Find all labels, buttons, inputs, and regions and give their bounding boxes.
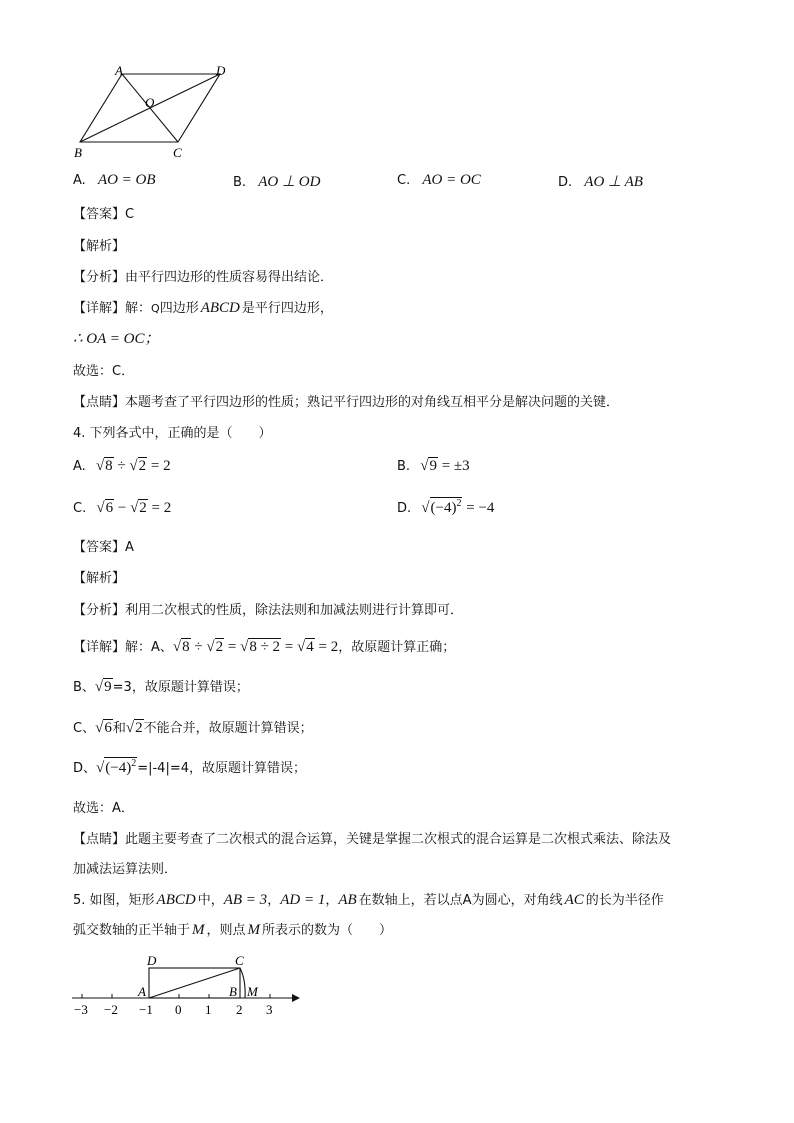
q4-option-a[interactable]: A. √8 ÷ √2 = 2 <box>73 458 171 474</box>
q3-option-a[interactable] <box>73 172 156 189</box>
tick-label: 0 <box>175 1002 182 1017</box>
label-b: B <box>74 145 82 160</box>
q4-dianjing-2: 加减法运算法则． <box>73 862 178 877</box>
q3-option-b[interactable] <box>233 172 320 191</box>
option-label: A. <box>73 173 86 188</box>
q3-fenxi: 【分析】由平行四边形的性质容易得出结论． <box>73 270 334 285</box>
q4-answer: 【答案】A <box>73 540 134 555</box>
label-c: C <box>235 953 244 968</box>
option-label: D. <box>558 175 573 190</box>
q4-analysis-title: 【解析】 <box>73 571 126 586</box>
q4-line-d: D、$√(-4)^2=|-4|=4$，故原题计算错误； <box>73 758 306 776</box>
tick-label: 3 <box>266 1002 273 1017</box>
q4-option-c[interactable]: C. √6 − √2 = 2 <box>73 500 172 516</box>
label-a: A <box>115 63 123 78</box>
option-expr: AO ⊥ AB <box>584 174 643 190</box>
q3-analysis-title: 【解析】 <box>73 239 126 254</box>
q4-line-b: B、√9=3，故原题计算错误； <box>73 679 249 695</box>
option-label: B. <box>233 175 247 190</box>
q5-stem-line2: 弧交数轴的正半轴于 M ，则点 M 所表示的数为（ ） <box>73 922 393 938</box>
q4-stem: 4. 下列各式中，正确的是（ ） <box>73 426 272 441</box>
parallelogram-figure <box>70 62 240 162</box>
label-m: M <box>247 984 258 999</box>
q3-dianjing: 【点睛】本题考查了平行四边形的性质；熟记平行四边形的对角线互相平分是解决问题的关键． <box>73 395 620 410</box>
q4-dianjing-1: 【点睛】此题主要考查了二次根式的混合运算，关键是掌握二次根式的混合运算是二次根式乘法、除法及 <box>73 832 672 847</box>
label-a: A <box>138 984 146 999</box>
label-o: O <box>145 95 155 110</box>
q3-option-d[interactable] <box>558 172 643 191</box>
q3-choose: 故选：C． <box>73 364 135 379</box>
tick-label: 2 <box>236 1002 243 1017</box>
q4-xiangjie: 【详解】解：A、√8 ÷ √2 = √8 ÷ 2 = √4 = 2，故原题计算正确； <box>73 639 456 655</box>
because-glyph: Q <box>151 302 160 315</box>
q3-therefore: ∴ OA = OC； <box>73 331 160 347</box>
q3-answer: 【答案】C <box>73 207 135 222</box>
q4-fenxi: 【分析】利用二次根式的性质，除法法则和加减法则进行计算即可． <box>73 603 464 618</box>
label-d: D <box>147 953 157 968</box>
tick-label: −1 <box>139 1002 153 1017</box>
label-c: C <box>173 145 182 160</box>
q4-line-c: C、√6和√2不能合并，故原题计算错误； <box>73 720 313 736</box>
q4-option-b[interactable]: B. √9 = ±3 <box>397 458 470 474</box>
option-label: C. <box>397 173 411 188</box>
q3-xiangjie: 【详解】解：Q四边形 ABCD 是平行四边形， <box>73 300 333 316</box>
q3-option-c[interactable] <box>397 172 481 189</box>
label-b: B <box>229 984 237 999</box>
label-d: D <box>216 63 226 78</box>
q4-choose: 故选：A． <box>73 801 134 816</box>
option-expr: AO = OC <box>422 172 481 188</box>
q4-option-d[interactable]: D. $√(-4)^2 = -4$ <box>397 498 495 516</box>
q5-stem-line1: 5. 如图，矩形 ABCD 中，AB = 3，AD = 1，AB 在数轴上，若以点A为圆心，对角线 AC 的长为半径作 <box>73 892 664 908</box>
option-expr: AO ⊥ OD <box>258 174 321 190</box>
number-line-figure <box>66 950 306 1020</box>
tick-label: −2 <box>104 1002 118 1017</box>
option-expr: AO = OB <box>97 172 156 188</box>
tick-label: 1 <box>205 1002 212 1017</box>
tick-label: −3 <box>74 1002 88 1017</box>
